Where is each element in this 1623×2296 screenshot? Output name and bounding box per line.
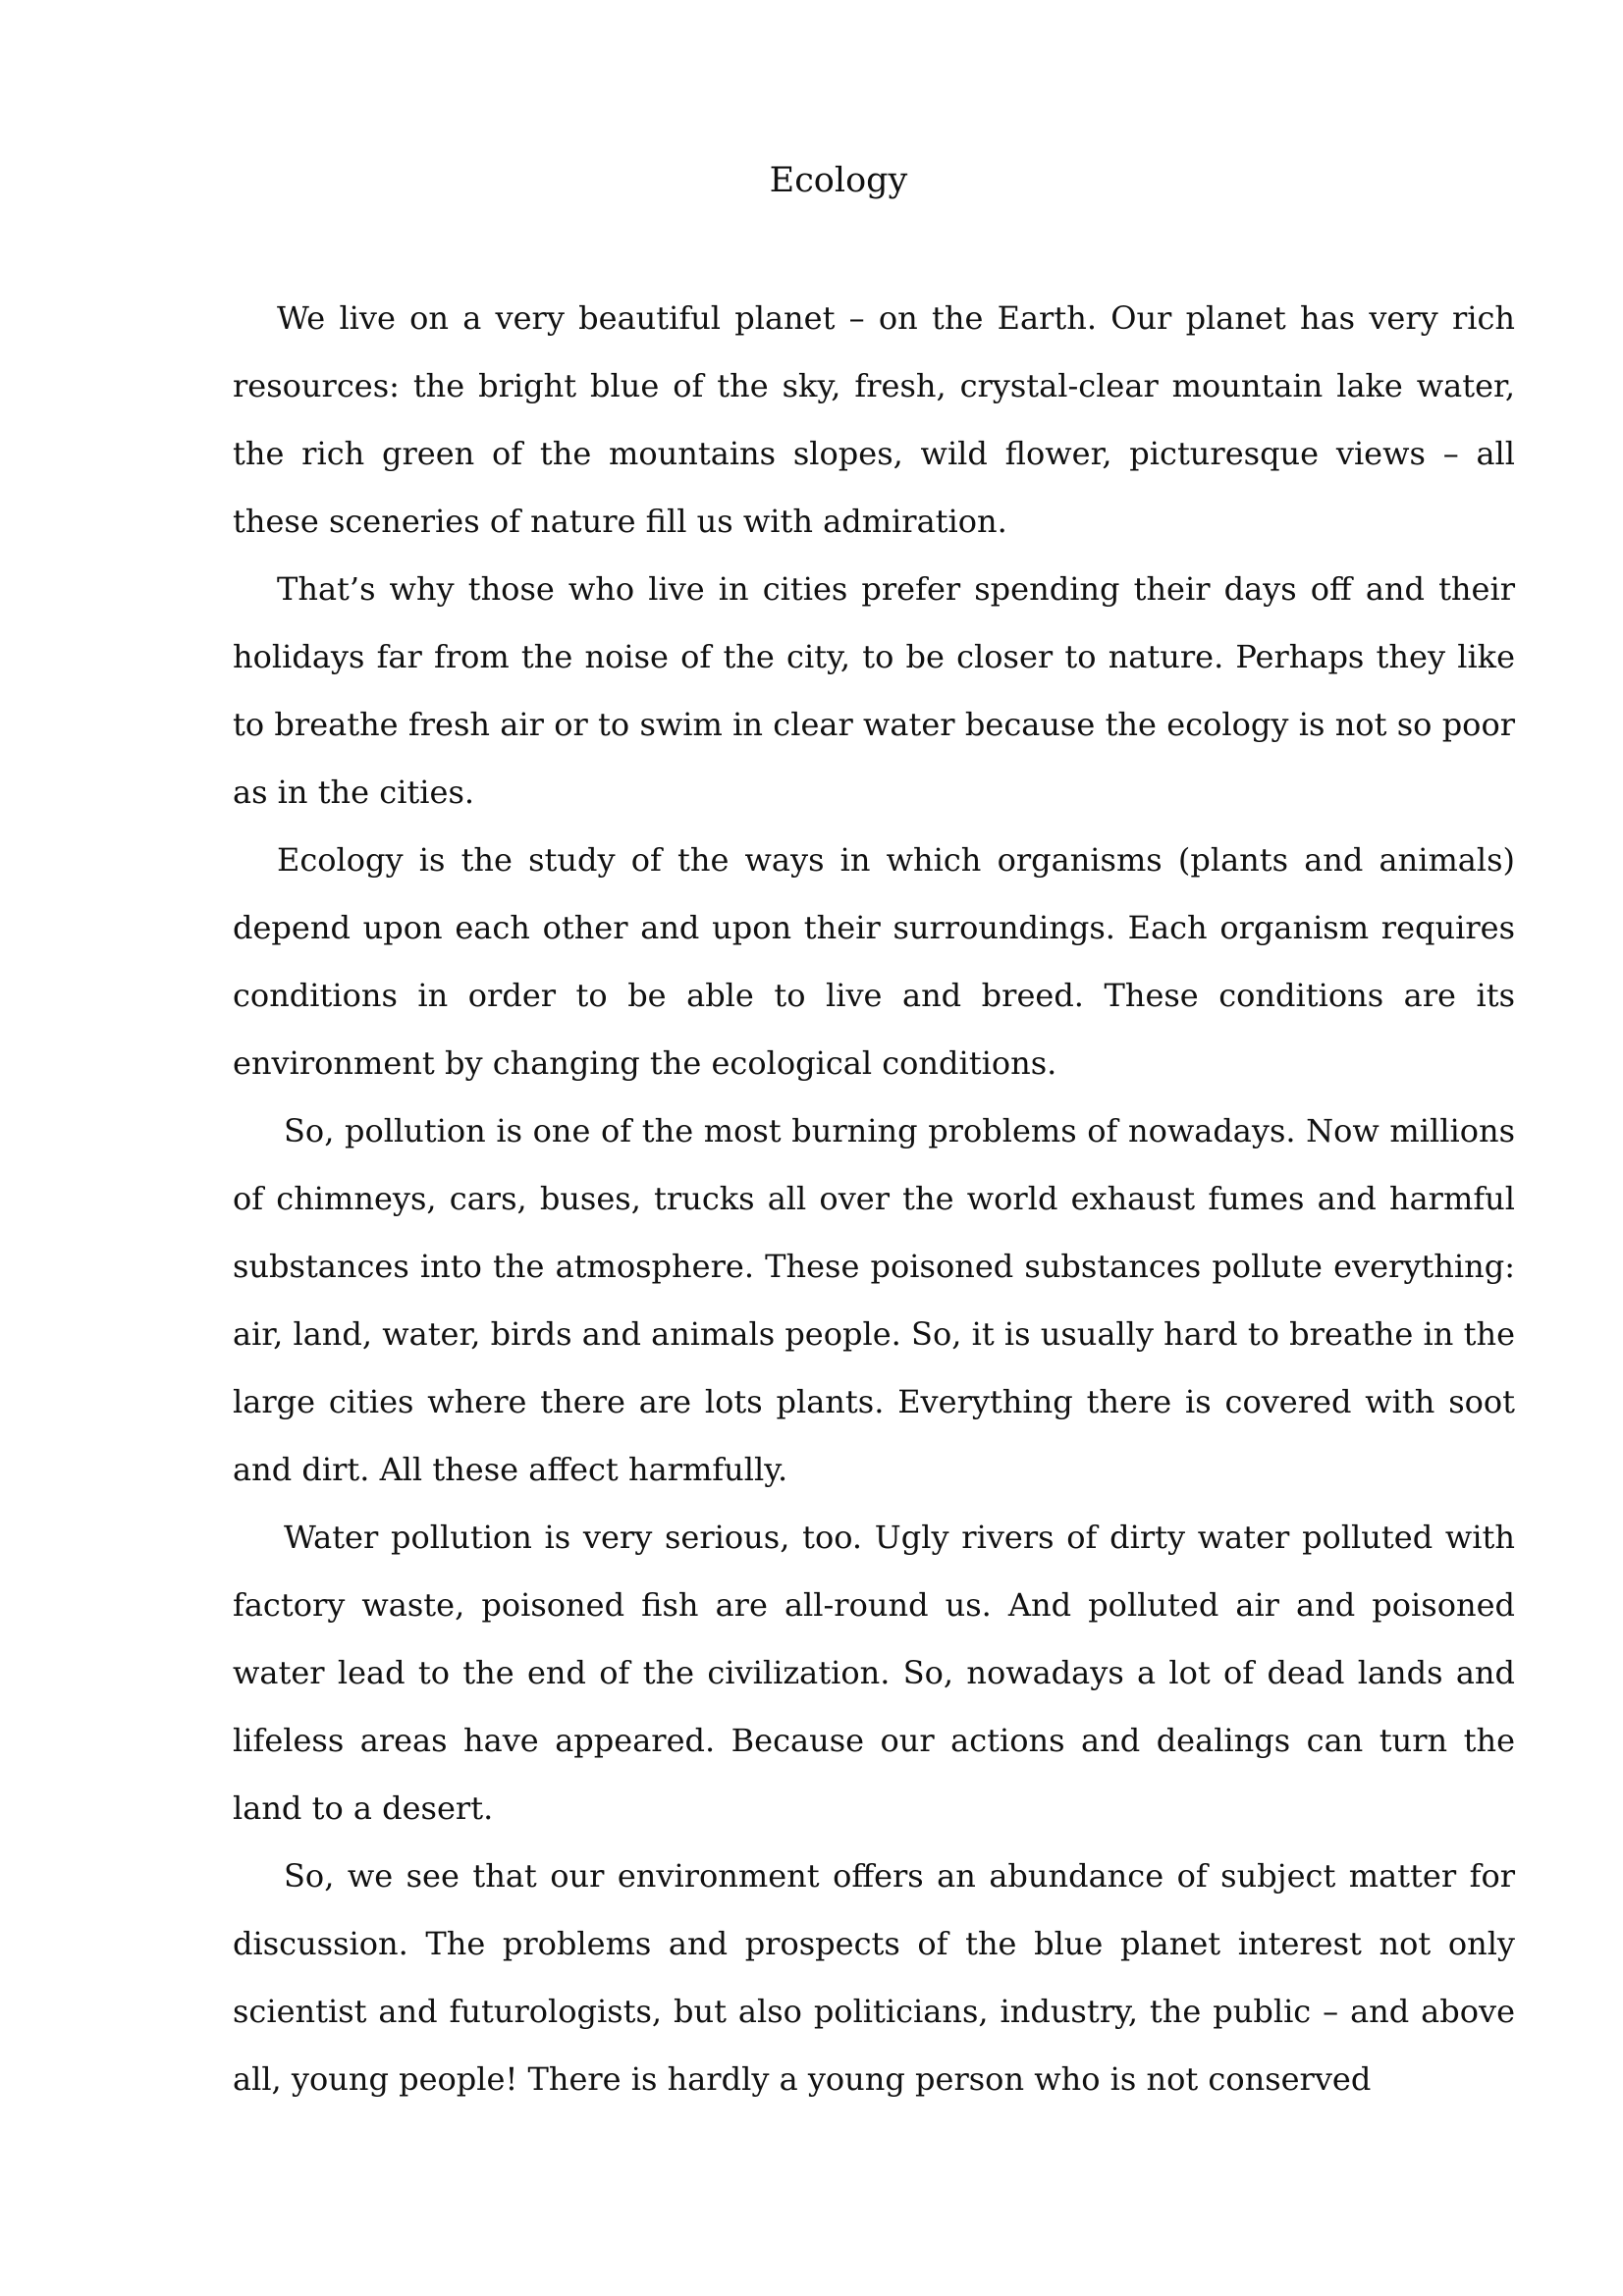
paragraph-2: That’s why those who live in cities prefer spending their days off and their holidays far from the noise of the city, to be closer to nature. Perhaps they like to breathe fresh air or to swim in clear water because the ecology is not so poor as in the cities.: [233, 570, 1515, 811]
paragraph-3: Ecology is the study of the ways in which organisms (plants and animals) depend upon each other and upon their surroundings. Each organism requires conditions in order to be able to live and breed. These conditions are its environment by changing the ecological conditions.: [233, 841, 1515, 1082]
document-body: [233, 285, 1515, 2113]
paragraph-5: Water pollution is very serious, too. Ugly rivers of dirty water polluted with factory waste, poisoned fish are all-round us. And polluted air and poisoned water lead to the end of the civilization. So, nowadays a lot of dead lands and lifeless areas have appeared. Because our actions and dealings can turn the land to a desert.: [233, 1519, 1515, 1827]
paragraph-1: We live on a very beautiful planet – on the Earth. Our planet has very rich resources: the bright blue of the sky, fresh, crystal-clear mountain lake water, the rich green of the mountains slopes, wild flower, picturesque views – all these sceneries of nature fill us with admiration.: [233, 299, 1515, 540]
document-title: Ecology: [769, 161, 908, 200]
paragraph-6: So, we see that our environment offers an abundance of subject matter for discussion. The problems and prospects of the blue planet interest not only scientist and futurologists, but also politicians, industry, the public – and above all, young people! There is hardly a young person who is not conserved: [233, 1857, 1515, 2098]
paragraph-4: So, pollution is one of the most burning problems of nowadays. Now millions of chimneys, cars, buses, trucks all over the world exhaust fumes and harmful substances into the atmosphere. These poisoned substances pollute everything: air, land, water, birds and animals people. So, it is usually hard to breathe in the large cities where there are lots plants. Everything there is covered with soot and dirt. All these affect harmfully.: [233, 1112, 1515, 1488]
